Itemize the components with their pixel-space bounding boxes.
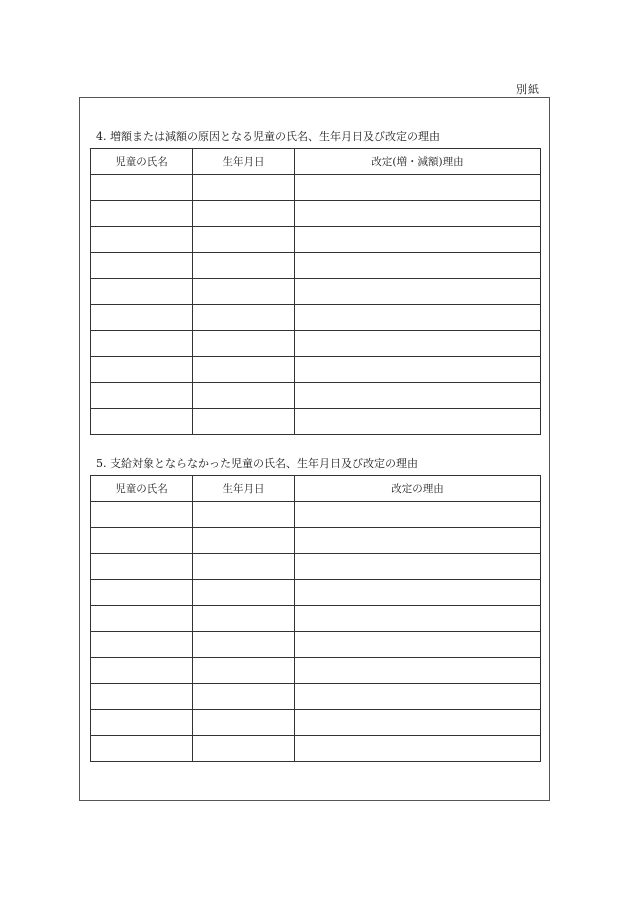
table-row [91,580,541,606]
cell-birth-date [193,632,295,658]
cell-revision-reason [295,710,541,736]
cell-birth-date [193,736,295,762]
table-header-row [91,476,541,502]
cell-revision-reason [295,279,541,305]
cell-birth-date [193,710,295,736]
cell-revision-reason [295,580,541,606]
column-header-birth-date: 生年月日 [193,476,295,502]
cell-child-name [91,710,193,736]
cell-revision-reason [295,253,541,279]
cell-child-name [91,528,193,554]
cell-revision-reason [295,736,541,762]
cell-child-name [91,227,193,253]
cell-child-name [91,658,193,684]
table-row [91,201,541,227]
cell-birth-date [193,175,295,201]
section-5-table [90,475,541,762]
cell-child-name [91,175,193,201]
cell-birth-date [193,383,295,409]
cell-birth-date [193,684,295,710]
cell-revision-reason [295,528,541,554]
table-row [91,383,541,409]
table-row [91,227,541,253]
table-row [91,253,541,279]
cell-birth-date [193,554,295,580]
cell-child-name [91,606,193,632]
cell-revision-reason [295,554,541,580]
cell-revision-reason [295,227,541,253]
table-row [91,710,541,736]
table-row [91,554,541,580]
cell-child-name [91,383,193,409]
table-row [91,175,541,201]
table-row [91,357,541,383]
cell-child-name [91,357,193,383]
cell-birth-date [193,502,295,528]
cell-revision-reason [295,201,541,227]
cell-child-name [91,580,193,606]
section-5-rows [91,502,541,762]
table-row [91,279,541,305]
cell-revision-reason [295,383,541,409]
cell-revision-reason [295,175,541,201]
column-header-birth-date: 生年月日 [193,149,295,175]
cell-birth-date [193,305,295,331]
cell-revision-reason [295,632,541,658]
cell-revision-reason [295,606,541,632]
section-4-table [90,148,541,435]
section-5-heading: 5. 支給対象とならなかった児童の氏名、生年月日及び改定の理由 [96,457,418,470]
attachment-label: 別紙 [516,83,540,96]
cell-revision-reason [295,331,541,357]
cell-birth-date [193,357,295,383]
column-header-child-name: 児童の氏名 [91,149,193,175]
table-row [91,684,541,710]
cell-revision-reason [295,357,541,383]
section-4-rows [91,175,541,435]
column-header-child-name: 児童の氏名 [91,476,193,502]
cell-child-name [91,331,193,357]
table-row [91,606,541,632]
cell-birth-date [193,279,295,305]
cell-birth-date [193,658,295,684]
cell-child-name [91,305,193,331]
cell-revision-reason [295,658,541,684]
cell-child-name [91,409,193,435]
cell-child-name [91,279,193,305]
cell-child-name [91,502,193,528]
column-header-revision-reason: 改定の理由 [295,476,541,502]
table-row [91,528,541,554]
cell-revision-reason [295,502,541,528]
cell-revision-reason [295,305,541,331]
cell-child-name [91,736,193,762]
cell-birth-date [193,528,295,554]
table-row [91,736,541,762]
section-4-heading: 4. 増額または減額の原因となる児童の氏名、生年月日及び改定の理由 [96,130,440,143]
cell-child-name [91,201,193,227]
cell-birth-date [193,201,295,227]
cell-child-name [91,253,193,279]
cell-birth-date [193,580,295,606]
table-header-row [91,149,541,175]
cell-revision-reason [295,409,541,435]
table-row [91,305,541,331]
cell-child-name [91,684,193,710]
cell-child-name [91,554,193,580]
table-row [91,502,541,528]
table-row [91,331,541,357]
cell-child-name [91,632,193,658]
cell-birth-date [193,227,295,253]
cell-birth-date [193,331,295,357]
cell-birth-date [193,409,295,435]
cell-birth-date [193,606,295,632]
table-row [91,632,541,658]
column-header-revision-reason: 改定(増・減額)理由 [295,149,541,175]
cell-birth-date [193,253,295,279]
table-row [91,658,541,684]
table-row [91,409,541,435]
cell-revision-reason [295,684,541,710]
